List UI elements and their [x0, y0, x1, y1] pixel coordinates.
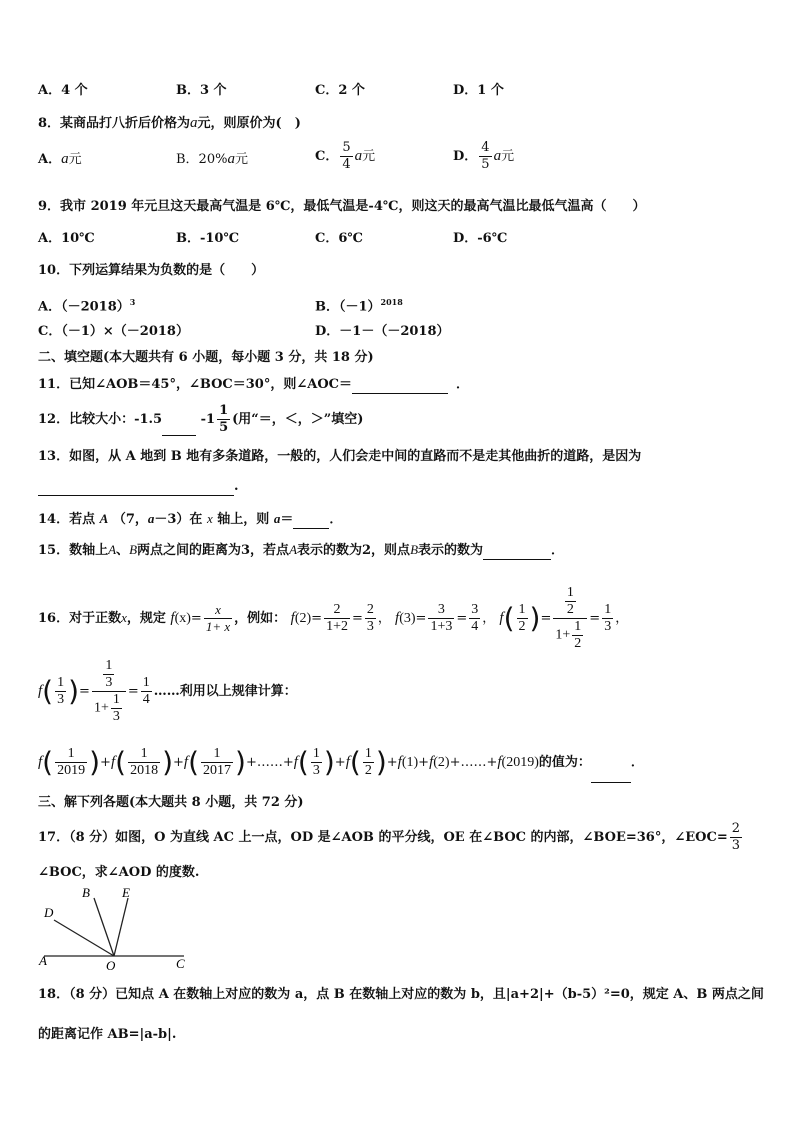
q9-option-c: C．6℃	[315, 231, 363, 246]
q14: 14．若点 A （7，a－3）在 x 轴上，则 a＝ ．	[38, 511, 343, 527]
q10-option-d: D．－1－（－2018）	[315, 324, 450, 339]
label-e: E	[122, 885, 130, 900]
q11: 11．已知∠AOB＝45°，∠BOC＝30°，则∠AOC＝ ．	[38, 377, 470, 392]
q9-stem: 9．我市 2019 年元旦这天最高气温是 6℃，最低气温是-4℃，则这天的最高气温比最低气温高（ ）	[38, 199, 646, 214]
q7-option-a: A．4 个	[38, 83, 88, 98]
section-solve-title: 三、解下列各题(本大题共 8 小题，共 72 分)	[38, 795, 304, 810]
q7-option-d: D．1 个	[453, 83, 504, 98]
q9-option-b: B．-10℃	[176, 231, 240, 246]
ray-oe	[114, 898, 128, 956]
q13-answer: .	[38, 478, 239, 496]
q16-line1: 16．对于正数x，规定 f(x)= $\frac{x}{1+ x}$ ，例如： f(2)= $\frac{2}{1+2}$ = $\frac{2}{3}$ ， f(3)= $\frac{3}{1+3}$ = $\frac{3}{4}$ ， f( $\frac{1}{2}$ )= $\frac{1}{2}$ 1+ $\frac{1}{2}$ = $\frac{1}{3}$ ，	[38, 585, 629, 651]
label-a: A	[39, 953, 47, 968]
q18-line2: 的距离记作 AB=|a-b|.	[38, 1027, 177, 1042]
q16-answer-blank[interactable]	[591, 768, 631, 783]
q10-option-a: A．$(-2018)^3$	[38, 297, 136, 315]
ray-ob	[94, 898, 114, 956]
q7-option-c: C．2 个	[315, 83, 365, 98]
q17-line2: ∠BOC，求∠AOD 的度数.	[38, 865, 200, 880]
q13-answer-blank[interactable]	[38, 481, 234, 496]
label-d: D	[44, 905, 54, 920]
q16-line3: f( $\frac{1}{2019}$ )+f( $\frac{1}{2018}$ )+f( $\frac{1}{2017}$ )+……+f( $\frac{1}{3}$ )+f( $\frac{1}{2}$ )+f(1)+f(2)+……+f(2019)的值为： ．	[38, 742, 644, 783]
angle-figure	[34, 884, 194, 974]
section-fill-in-title: 二、填空题(本大题共有 6 小题，每小题 3 分，共 18 分)	[38, 350, 374, 365]
q8-option-a: A．a元	[38, 151, 82, 167]
q17-line1: 17．（8 分）如图，O 为直线 AC 上一点，OD 是∠AOB 的平分线，OE 在∠BOC 的内部，∠BOE=36°，∠EOC= $\frac{2}{3}$	[38, 821, 740, 853]
label-o: O	[106, 958, 116, 973]
q8-stem: 8．某商品打八折后价格为a元，则原价为( )	[38, 115, 301, 131]
q12-answer-blank[interactable]	[162, 421, 196, 436]
q10-option-c: C．（－1）×（－2018）	[38, 324, 189, 339]
q13-text: 13．如图，从 A 地到 B 地有多条道路，一般的，人们会走中间的直路而不是走其他曲折的道路，是因为	[38, 449, 642, 464]
q10-option-b: B．$(-1)^{2018}$	[315, 297, 403, 315]
q11-answer-blank[interactable]	[352, 379, 448, 394]
q14-answer-blank[interactable]	[293, 514, 329, 529]
q18-line1: 18．（8 分）已知点 A 在数轴上对应的数为 a，点 B 在数轴上对应的数为 b，且|a+2|+（b-5）²=0，规定 A、B 两点之间	[38, 987, 764, 1002]
q9-option-d: D．-6℃	[453, 231, 508, 246]
ray-od	[54, 920, 114, 956]
q15: 15．数轴上A、B两点之间的距离为3，若点A表示的数为2，则点B表示的数为 ．	[38, 542, 565, 558]
q8-option-c: C． $\frac{5}{4}$ a元	[315, 140, 376, 172]
q9-option-a: A．10℃	[38, 231, 95, 246]
q10-stem: 10．下列运算结果为负数的是（ ）	[38, 263, 265, 278]
q7-option-b: B．3 个	[176, 83, 227, 98]
q8-option-b: B．20%a元	[176, 151, 248, 167]
q16-line2: f( $\frac{1}{3}$ )= $\frac{1}{3}$ 1+ $\frac{1}{3}$ = $\frac{1}{4}$ ……利用以上规律计算：	[38, 658, 297, 724]
label-c: C	[176, 956, 185, 971]
q12: 12．比较大小：-1.5 -1 $\frac{1}{5}$ (用“＝，＜，＞”填空)	[38, 403, 364, 435]
label-b: B	[82, 885, 90, 900]
q15-answer-blank[interactable]	[483, 545, 551, 560]
q8-option-d: D． $\frac{4}{5}$ a元	[453, 140, 515, 172]
